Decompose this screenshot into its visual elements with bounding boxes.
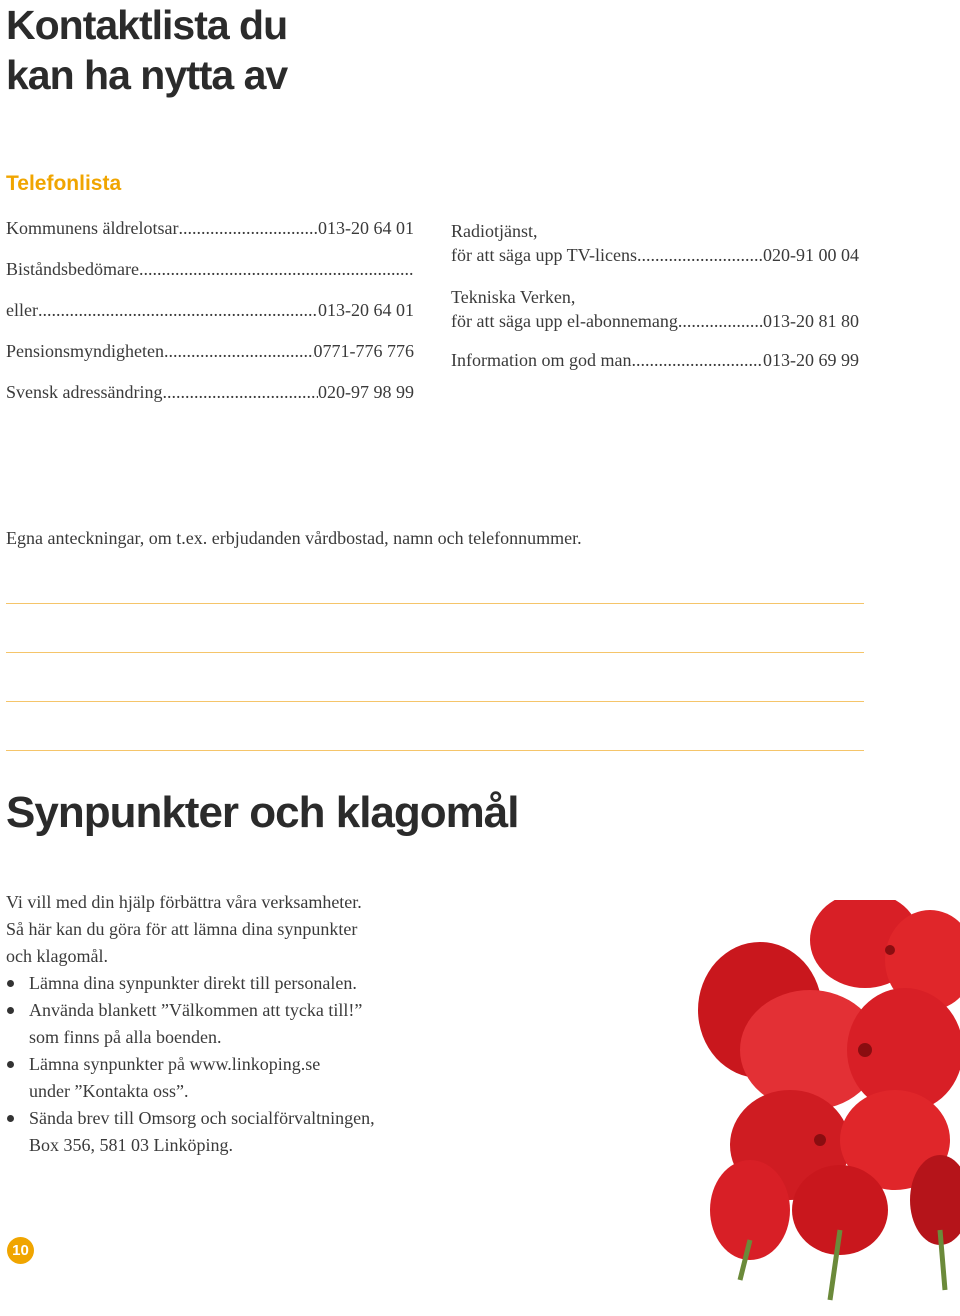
feedback-heading: Synpunkter och klagomål: [6, 788, 519, 837]
feedback-intro: och klagomål.: [6, 946, 108, 966]
feedback-list: [6, 970, 446, 1159]
bullet-icon: [7, 980, 14, 987]
phone-entry-label: Information om god man: [451, 350, 632, 370]
bullet-icon: [7, 1007, 14, 1014]
leader-dots: [139, 259, 414, 280]
page-number-badge: 10: [7, 1237, 34, 1264]
phone-entry-org: Radiotjänst,: [451, 221, 538, 241]
list-item: Lämna dina synpunkter direkt till personalen.: [6, 970, 446, 997]
phone-entry-number: 020-91 00 04: [763, 245, 859, 265]
list-item: Använda blankett ”Välkommen att tycka till!” som finns på alla boenden.: [6, 997, 446, 1051]
phone-entry-number: 013-20 81 80: [763, 311, 859, 331]
page-title: [6, 0, 287, 100]
phone-entry-label: Svensk adressändring: [6, 382, 163, 402]
bullet-icon: [7, 1061, 14, 1068]
phone-entry-label: Pensionsmyndigheten: [6, 341, 164, 361]
phone-entry-label: för att säga upp TV-licens: [451, 245, 637, 265]
leader-dots: [631, 350, 763, 371]
feedback-body: [6, 889, 446, 1159]
note-line[interactable]: [6, 652, 864, 653]
phone-entry-number: 013-20 64 01: [318, 218, 414, 238]
note-line[interactable]: [6, 750, 864, 751]
phone-list-right: [451, 218, 859, 389]
phone-entry: [6, 341, 414, 368]
phone-list-left: [6, 218, 414, 423]
feedback-intro: Vi vill med din hjälp förbättra våra verksamheter.: [6, 892, 362, 912]
phone-entry-number: 013-20 69 99: [763, 350, 859, 370]
phone-entry: [6, 300, 414, 327]
leader-dots: [38, 300, 318, 321]
phone-entry-label: Kommunens äldrelotsar: [6, 218, 179, 238]
bullet-icon: [7, 1115, 14, 1122]
list-item: Sända brev till Omsorg och socialförvaltningen, Box 356, 581 03 Linköping.: [6, 1105, 446, 1159]
leader-dots: [178, 218, 318, 239]
phone-entry-label: för att säga upp el-abonnemang: [451, 311, 678, 331]
phone-entry-label: Biståndsbedömare: [6, 259, 139, 279]
title-line-1: Kontaktlista du: [6, 2, 288, 48]
leader-dots: [162, 382, 318, 403]
phone-entry-number: 020-97 98 99: [318, 382, 414, 402]
phone-entry-number: 013-20 64 01: [318, 300, 414, 320]
phone-entry-label: eller: [6, 300, 38, 320]
title-line-2: kan ha nytta av: [6, 52, 288, 98]
feedback-intro: Så här kan du göra för att lämna dina synpunkter: [6, 919, 358, 939]
phone-entry: [6, 259, 414, 286]
note-line[interactable]: [6, 603, 864, 604]
notes-label: Egna anteckningar, om t.ex. erbjudanden vårdbostad, namn och telefonnummer.: [6, 528, 582, 548]
phone-entry: [6, 218, 414, 245]
list-item: Lämna synpunkter på www.linkoping.se under ”Kontakta oss”.: [6, 1051, 446, 1105]
leader-dots: [164, 341, 314, 362]
note-line[interactable]: [6, 701, 864, 702]
leader-dots: [637, 245, 763, 266]
phone-entry: [451, 350, 859, 377]
phone-entry-number: 0771-776 776: [313, 341, 414, 361]
geranium-flower-image: [690, 900, 960, 1316]
phone-entry: [6, 382, 414, 409]
phone-entry: [451, 284, 859, 338]
phone-list-heading: Telefonlista: [6, 172, 122, 195]
leader-dots: [678, 311, 763, 332]
phone-entry-org: Tekniska Verken,: [451, 287, 576, 307]
phone-entry: [451, 218, 859, 272]
